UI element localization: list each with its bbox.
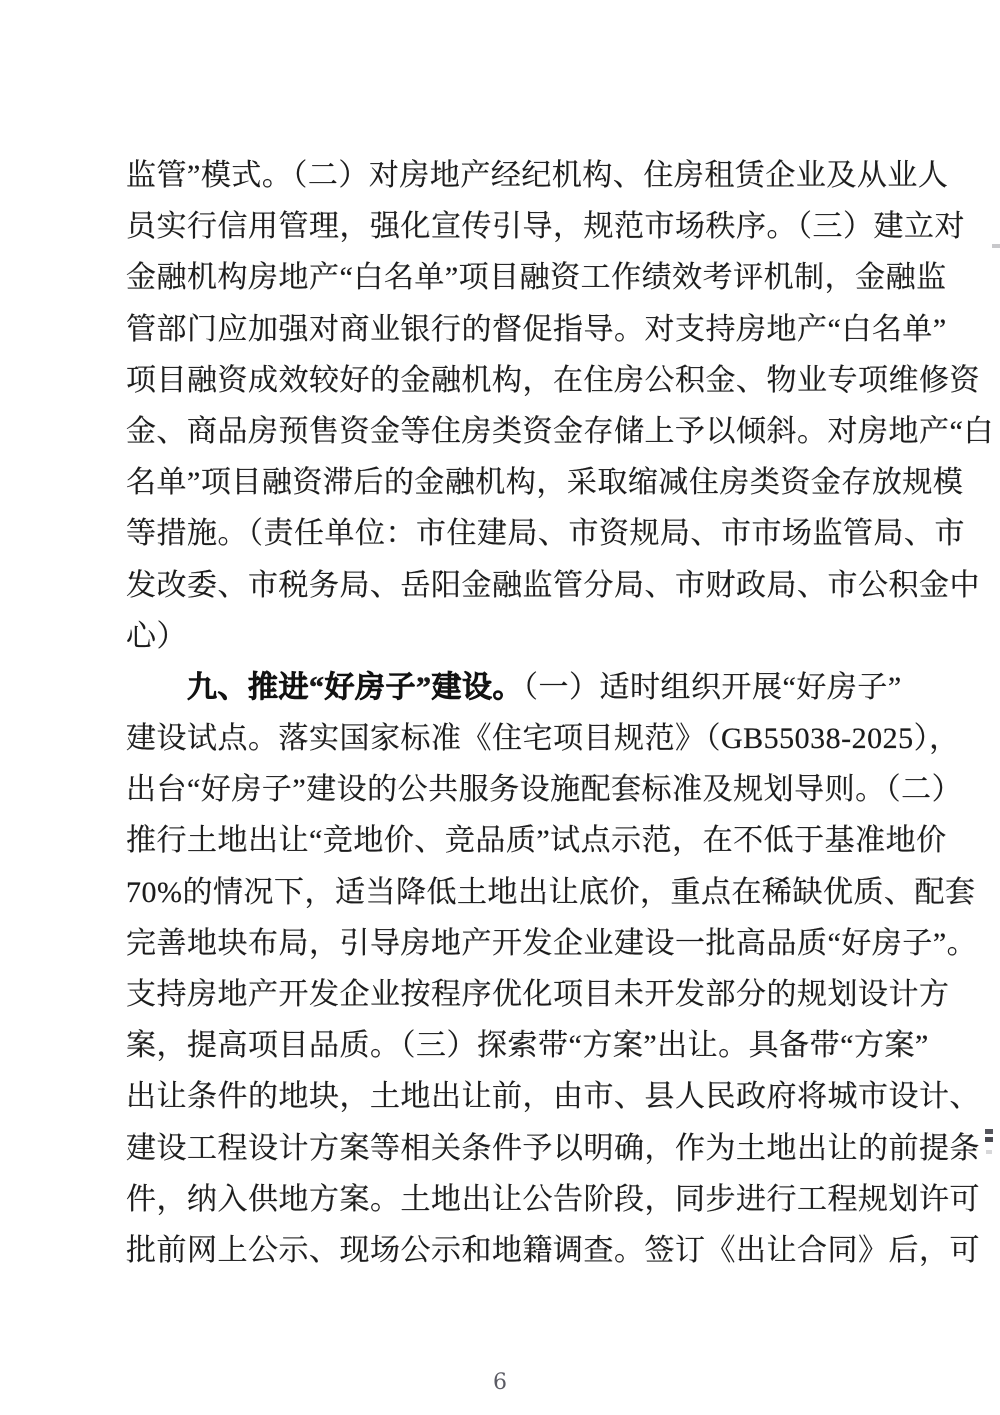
text-line-12: 建设试点。落实国家标准《住宅项目规范》（GB55038-2025）， <box>126 722 960 756</box>
text-line-9: 发改委、市税务局、岳阳金融监管分局、市财政局、市公积金中 <box>126 568 980 602</box>
scan-artifact <box>985 1129 993 1134</box>
text-line-2: 员实行信用管理，强化宣传引导，规范市场秩序。（三）建立对 <box>126 210 965 244</box>
text-line-17: 支持房地产开发企业按程序优化项目未开发部分的规划设计方 <box>126 978 950 1011</box>
scan-artifact <box>992 244 1000 248</box>
text-line-10: 心） <box>126 619 187 653</box>
document-body <box>126 150 994 1276</box>
text-line-1: 监管”模式。（二）对房地产经纪机构、住房租赁企业及从业人 <box>126 159 949 192</box>
text-line-4: 管部门应加强对商业银行的督促指导。对支持房地产“白名单” <box>126 312 947 346</box>
text-line-11 <box>126 662 902 713</box>
text-line-22: 批前网上公示、现场公示和地籍调查。签订《出让合同》后，可 <box>126 1233 980 1267</box>
text-line-7: 名单”项目融资滞后的金融机构，采取缩减住房类资金存放规模 <box>126 466 964 500</box>
text-line-21: 件，纳入供地方案。土地出让公告阶段，同步进行工程规划许可 <box>126 1182 980 1216</box>
text-line-15: 70%的情况下，适当降低土地出让底价，重点在稀缺优质、配套 <box>126 875 976 909</box>
scan-artifact <box>986 1150 992 1154</box>
text-line-5: 项目融资成效较好的金融机构，在住房公积金、物业专项维修资 <box>126 363 980 397</box>
scan-artifact <box>985 1137 993 1142</box>
text-line-14: 推行土地出让“竞地价、竞品质”试点示范，在不低于基准地价 <box>126 824 947 858</box>
text-line-6: 金、商品房预售资金等住房类资金存储上予以倾斜。对房地产“白 <box>126 414 994 448</box>
text-line-18: 案，提高项目品质。（三）探索带“方案”出让。具备带“方案” <box>126 1029 929 1063</box>
text-line-8: 等措施。（责任单位：市住建局、市资规局、市市场监管局、市 <box>126 517 965 551</box>
text-segment: （一）适时组织开展“好房子” <box>523 670 902 704</box>
text-line-19: 出让条件的地块，土地出让前，由市、县人民政府将城市设计、 <box>126 1080 980 1114</box>
text-line-16: 完善地块布局，引导房地产开发企业建设一批高品质“好房子”。 <box>126 926 978 960</box>
text-line-20: 建设工程设计方案等相关条件予以明确，作为土地出让的前提条 <box>126 1131 980 1165</box>
section-heading-segment: 九、推进“好房子”建设。 <box>187 670 523 704</box>
page-number: 6 <box>493 1370 507 1395</box>
text-line-3: 金融机构房地产“白名单”项目融资工作绩效考评机制，金融监 <box>126 261 947 295</box>
text-line-13: 出台“好房子”建设的公共服务设施配套标准及规划导则。（二） <box>126 773 963 807</box>
